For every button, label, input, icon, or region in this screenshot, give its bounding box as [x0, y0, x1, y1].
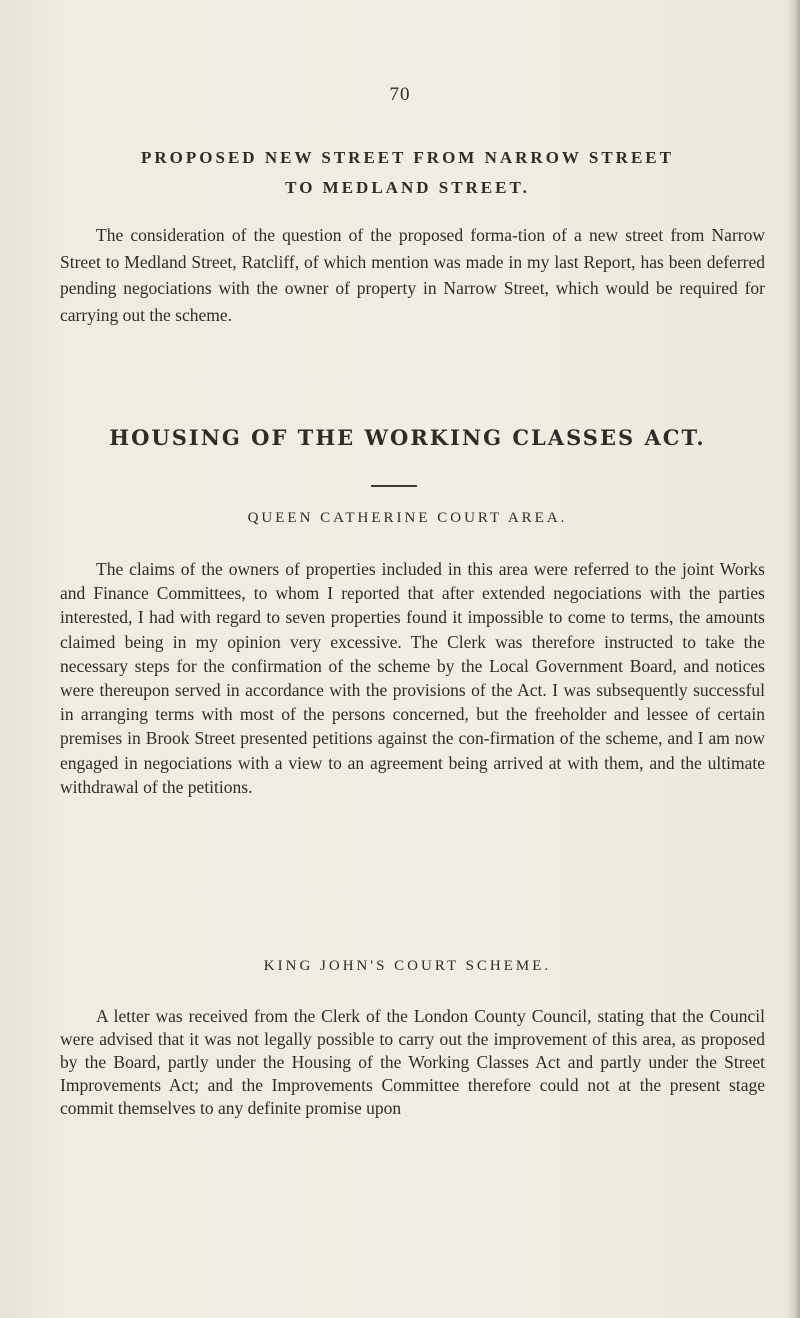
- subheading-king-johns-court: KING JOHN'S COURT SCHEME.: [263, 958, 552, 974]
- subheading-queen-catherine-court: QUEEN CATHERINE COURT AREA.: [247, 510, 568, 526]
- section-heading-housing-act: HOUSING OF THE WORKING CLASSES ACT.: [109, 425, 706, 450]
- heading-line-1: PROPOSED NEW STREET FROM NARROW STREET: [141, 148, 674, 167]
- divider-rule: [371, 485, 417, 487]
- section-heading-proposed-street: [40, 143, 775, 203]
- page-number: 70: [389, 84, 411, 105]
- paragraph-queen-catherine-court: The claims of the owners of properties included in this area were referred to the joint Works and Finance Committees, to whom I reported that after extended negociations with the parties interested, I had with regard to seven properties found it impossible to come to terms, the amounts claimed being in my opinion very excessive. The Clerk was therefore instructed to take the necessary steps for the confirmation of the scheme by the Local Government Board, and notices were thereupon served in accordance with the provisions of the Act. I was subsequently successful in arranging terms with most of the persons concerned, but the freeholder and lessee of certain premises in Brook Street presented petitions against the con-firmation of the scheme, and I am now engaged in negociations with a view to an agreement being arrived at with them, and the ultimate withdrawal of the petitions.: [60, 559, 765, 797]
- heading-line-2: TO MEDLAND STREET.: [285, 178, 530, 197]
- page-edge-shadow: [786, 0, 800, 1318]
- paragraph-king-johns-court: A letter was received from the Clerk of the London County Council, stating that the Council were advised that it was not legally possible to carry out the improvement of this area, as proposed by the Board, partly under the Housing of the Working Classes Act and partly under the Street Improvements Act; and the Improvements Committee therefore could not at the present stage commit themselves to any definite promise upon: [60, 1006, 765, 1118]
- paragraph-proposed-street: The consideration of the question of the proposed forma-tion of a new street from Narrow Street to Medland Street, Ratcliff, of which mention was made in my last Report, has been deferred pending negociations with the owner of property in Narrow Street, which would be required for carrying out the scheme.: [60, 225, 765, 325]
